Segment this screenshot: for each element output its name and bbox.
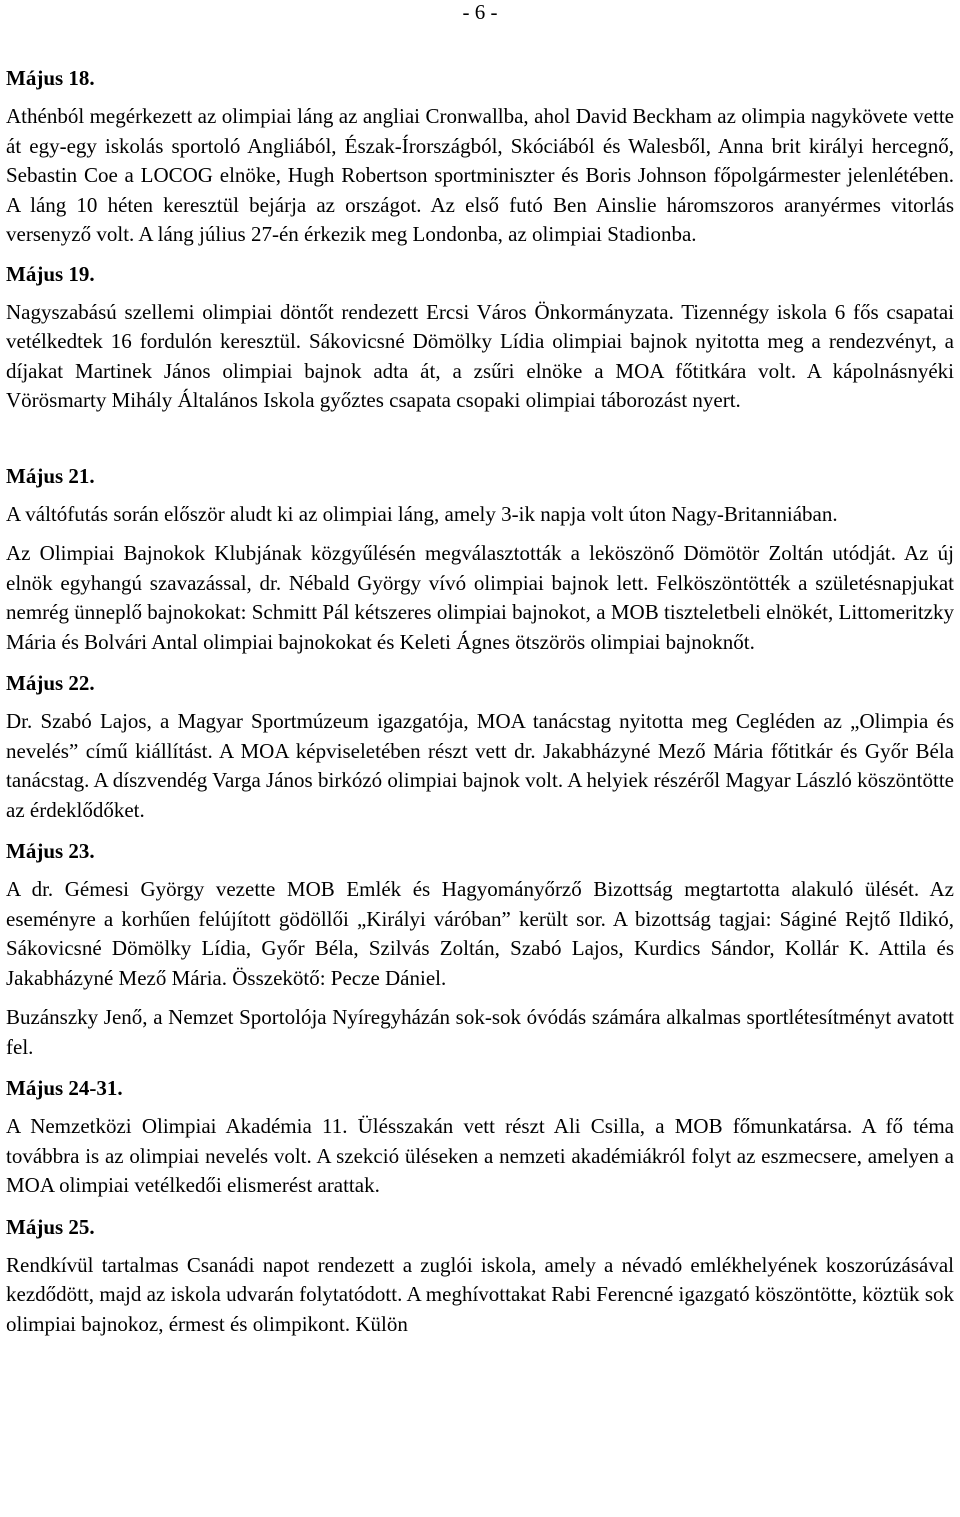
paragraph-may-23-heritage-committee: A dr. Gémesi György vezette MOB Emlék és Hagyományőrző Bizottság megtartotta alakuló ülését. Az eseményre a korhűen felújított gödöllői „Királyi váróban” került sor. A bizottság tagjai: Ságiné Rejtő Ildikó, Sákovicsné Dömölky Lídia, Győr Béla, Szilvás Zoltán, Szabó Lajos, Kurdics Sándor, Kollár K. Attila és Jakabházyné Mező Mária. Összekötő: Pecze Dániel. [6, 877, 954, 990]
paragraph-may-21-champions-club: Az Olimpiai Bajnokok Klubjának közgyűlésén megválasztották a leköszönő Dömötör Zoltán utódját. Az új elnök egyhangú szavazással, dr. Nébald György vívó olimpiai bajnok lett. Felköszöntötték a születésnapjukat nemrég ünneplő bajnokokat: Schmitt Pál kétszeres olimpiai bajnokot, a MOB tiszteletbeli elnökét, Littomeritzky Mária és Bolvári Antal olimpiai bajnokokat és Keleti Ágnes ötszörös olimpiai bajnoknőt. [6, 541, 954, 654]
section-date-may-21: Május 21. [6, 463, 95, 488]
document-body [6, 64, 954, 1339]
page-number: - 6 - [462, 0, 498, 24]
section-date-may-22: Május 22. [6, 671, 95, 695]
section-date-may-24-31: Május 24-31. [6, 1076, 123, 1100]
section-date-may-18: Május 18. [6, 66, 95, 90]
paragraph-may-22-cegled-exhibition: Dr. Szabó Lajos, a Magyar Sportmúzeum igazgatója, MOA tanácstag nyitotta meg Cegléden az „Olimpia és nevelés” című kiállítást. A MOA képviseletében részt vett dr. Jakabházyné Mező Mária főtitkár és Győr Béla tanácstag. A díszvendég Varga János birkózó olimpiai bajnok volt. A helyiek részéről Magyar László köszöntötte az érdeklődőket. [6, 709, 954, 822]
paragraph-may-18-olympic-flame: Athénból megérkezett az olimpiai láng az angliai Cronwallba, ahol David Beckham az olimpia nagykövete vette át egy-egy iskolás sportoló Angliából, Észak-Írországból, Skóciából és Walesből, Anna brit királyi hercegnő, Sebastin Coe a LOCOG elnöke, Hugh Robertson sportminiszter és Boris Johnson főpolgármester jelenlétében. A láng 10 héten keresztül bejárja az országot. Az első futó Ben Ainslie háromszoros aranyérmes vitorlás versenyző volt. A láng július 27-én érkezik meg Londonba, az olimpiai Stadionba. [6, 104, 954, 246]
paragraph-may-23-buzanszky: Buzánszky Jenő, a Nemzet Sportolója Nyíregyházán sok-sok óvódás számára alkalmas sportlétesítményt avatott fel. [6, 1005, 954, 1059]
paragraph-may-25-csanadi-day: Rendkívül tartalmas Csanádi napot rendezett a zuglói iskola, amely a névadó emlékhelyének koszorúzásával kezdődött, majd az iskola udvarán folytatódott. A meghívottakat Rabi Ferencné igazgató köszöntötte, köztük sok olimpiai bajnokoz, érmest és olimpikont. Külön [6, 1252, 954, 1336]
section-date-may-23: Május 23. [6, 839, 95, 863]
section-date-may-25: Május 25. [6, 1214, 95, 1239]
section-date-may-19: Május 19. [6, 261, 95, 286]
paragraph-may-21-flame-out: A váltófutás során először aludt ki az olimpiai láng, amely 3-ik napja volt úton Nagy-Britanniában. [6, 501, 838, 526]
paragraph-may-24-31-academy: A Nemzetközi Olimpiai Akadémia 11. Ülésszakán vett részt Ali Csilla, a MOB főmunkatársa. A fő téma továbbra is az olimpiai nevelés volt. A szekció üléseken a nemzeti akadémiákról folyt az eszmecsere, amelyen a MOA olimpiai vetélkedői elismerést arattak. [6, 1114, 954, 1197]
paragraph-may-19-ercsi-quiz: Nagyszabású szellemi olimpiai döntőt rendezett Ercsi Város Önkormányzata. Tizennégy iskola 6 fős csapatai vetélkedtek 16 fordulón keresztül. Sákovicsné Dömölky Lídia olimpiai bajnok nyitotta meg a rendezvényt, a díjakat Martinek János olimpiai bajnok adta át, a zsűri elnöke a MOA főtitkára volt. A kápolnásnyéki Vörösmarty Mihály Általános Iskola győztes csapata csopaki olimpiai táborozást nyert. [6, 299, 954, 412]
